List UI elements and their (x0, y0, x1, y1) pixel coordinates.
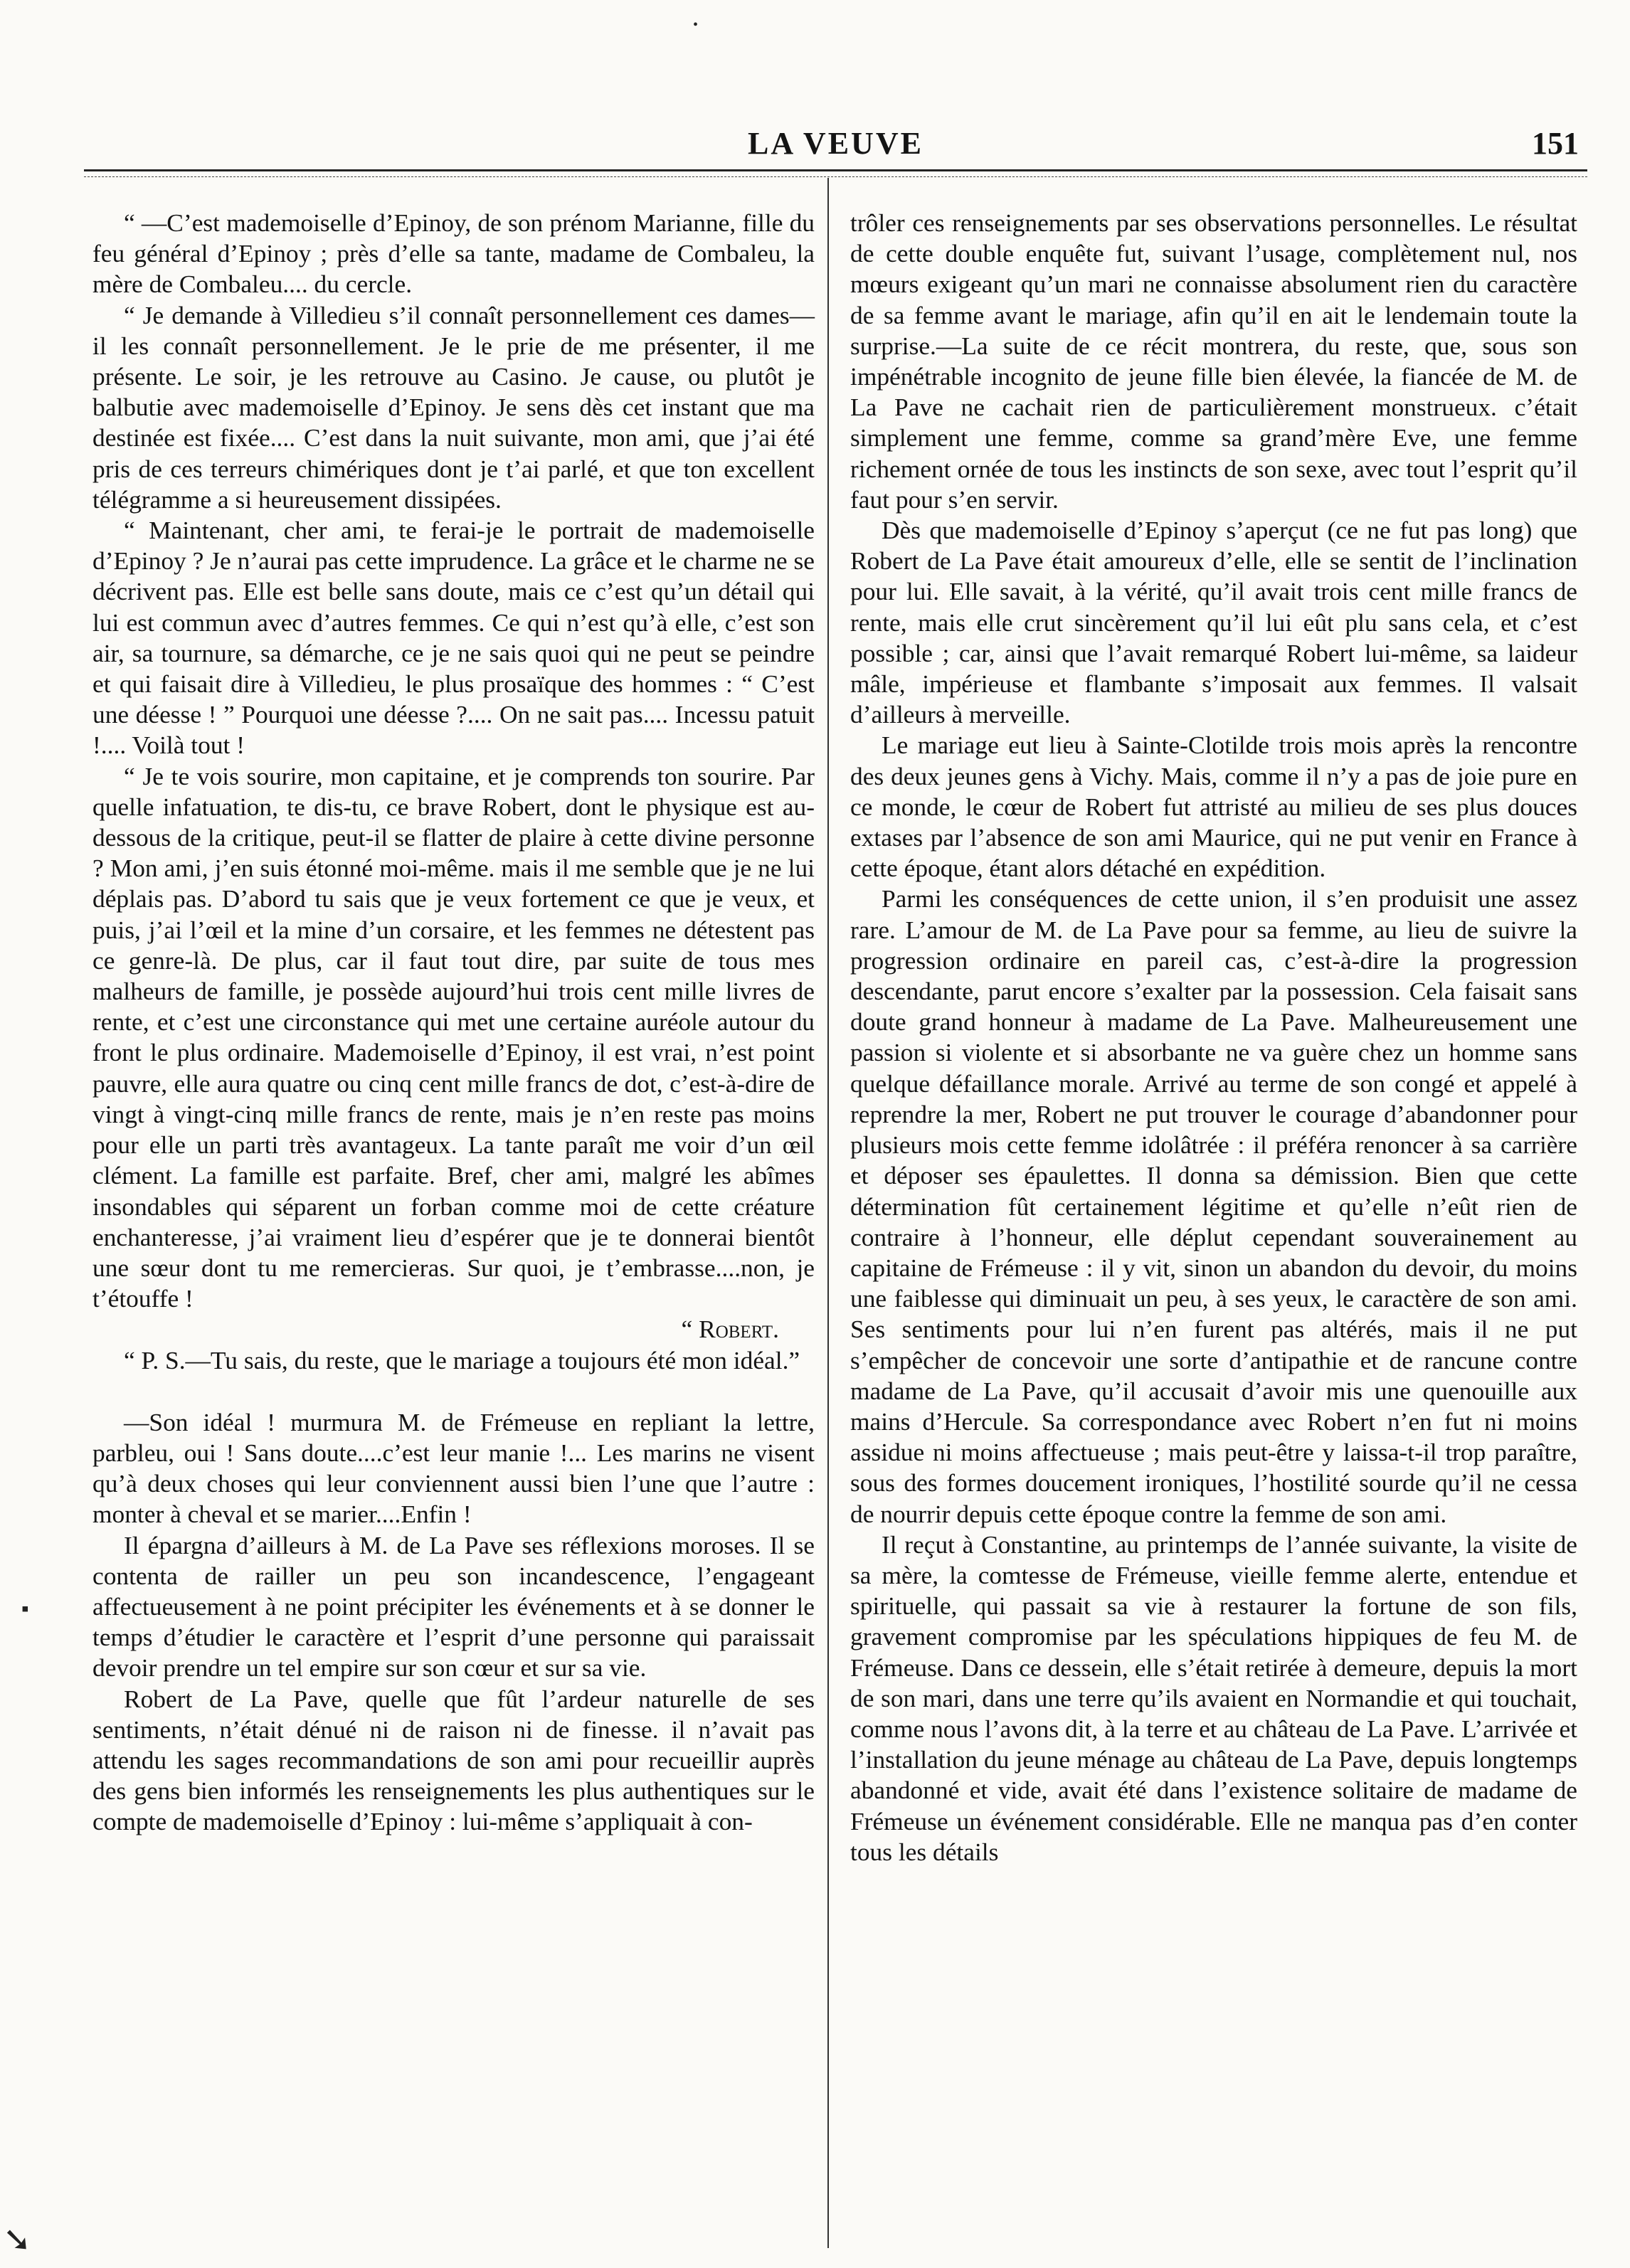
signature: “ Robert. (681, 1315, 779, 1344)
paragraph: “ Je te vois sourire, mon capitaine, et je comprends ton sourire. Par quelle infatuation, te dis-tu, ce brave Robert, dont le physique est au-dessous de la critique, peut-il se flatter de plaire à cette divine personne ? Mon ami, j’en suis étonné moi-même. mais il me semble que je ne lui déplais pas. D’abord tu sais que je veux fortement ce que je veux, et puis, j’ai l’œil et la mine d’un corsaire, et les femmes ne détestent pas ce genre-là. De plus, car il faut tout dire, par suite de tous mes malheurs de famille, je possède aujourd’hui trois cent mille livres de rente, et c’est une circonstance qui met une certaine auréole autour du front le plus ordinaire. Mademoiselle d’Epinoy, il est vrai, n’est point pauvre, elle aura quatre ou cinq cent mille francs de dot, c’est-à-dire de vingt à vingt-cinq mille francs de rente, mais je n’en reste pas moins pour elle un parti très avantageux. La tante paraît me voir d’un œil clément. La famille est parfaite. Bref, cher ami, malgré les abîmes insondables qui séparent un forban comme moi de cette créature enchanteresse, j’ai vraiment lieu d’espérer que je te donnerai bientôt une sœur dont tu me remercieras. Sur quoi, je t’embrasse....non, je t’étouffe ! (92, 761, 815, 1313)
paragraph: Robert de La Pave, quelle que fût l’ardeur naturelle de ses sentiments, n’était dénué ni de raison ni de finesse. il n’avait pas attendu les sages recommandations de son ami pour recueillir auprès des gens bien informés les renseignements les plus authentiques sur le compte de mademoiselle d’Epinoy : lui-même s’appliquait à con- (92, 1684, 815, 1836)
margin-arrow-mark: ➘ (3, 2221, 32, 2259)
paragraph: “ Je demande à Villedieu s’il connaît personnellement ces dames—il les connaît personnellement. Je le prie de me présenter, il me présente. Le soir, je les retrouve au Casino. Je cause, ou plutôt je balbutie avec mademoiselle d’Epinoy. Je sens dès cet instant que ma destinée est fixée.... C’est dans la nuit suivante, mon ami, que j’ai été pris de ces terreurs chimériques dont je t’ai parlé, et que ton excellent télégramme a si heureusement dissipées. (92, 300, 815, 514)
paragraph: “ —C’est mademoiselle d’Epinoy, de son prénom Marianne, fille du feu général d’Epinoy ; près d’elle sa tante, madame de Combaleu, la mère de Combaleu.... du cercle. (92, 208, 815, 299)
header-rule (84, 169, 1587, 171)
margin-mark: ▪ (21, 1597, 29, 1621)
paragraph: Dès que mademoiselle d’Epinoy s’aperçut (ce ne fut pas long) que Robert de La Pave était amoureux d’elle, elle se sentit de l’inclination pour lui. Elle savait, à la vérité, qu’il avait trois cent mille francs de rente, mais elle crut sincèrement qu’il lui eût plu sans cela, et c’est possible ; car, ainsi que l’avait remarqué Robert lui-même, sa laideur mâle, impérieuse et flambante s’imposait aux femmes. Il valsait d’ailleurs à merveille. (850, 516, 1577, 729)
paragraph: trôler ces renseignements par ses observations personnelles. Le résultat de cette double enquête fut, suivant l’usage, complètement nul, nos mœurs exigeant qu’un mari ne connaisse absolument rien du caractère de sa femme avant le mariage, afin qu’il en ait le lendemain toute la surprise.—La suite de ce récit montrera, du reste, que, sous son impénétrable incognito de jeune fille bien élevée, la fiancée de M. de La Pave ne cachait rien de particulièrement monstrueux. c’était simplement une femme, comme sa grand’mère Eve, une femme richement ornée de tous les instincts de son sexe, avec tout l’esprit qu’il faut pour s’en servir. (850, 208, 1577, 514)
paragraph: Il reçut à Constantine, au printemps de l’année suivante, la visite de sa mère, la comtesse de Frémeuse, vieille femme alerte, entendue et spirituelle, qui passait sa vie à restaurer la fortune de son fils, gravement compromise par les spéculations hippiques de feu M. de Frémeuse. Dans ce dessein, elle s’était retirée à demeure, depuis la mort de son mari, dans une terre qu’ils avaient en Normandie et qui touchait, comme nous l’avons dit, à la terre et au château de La Pave. L’arrivée et l’installation du jeune ménage au château de La Pave, depuis longtemps abandonné et vide, avait été dans l’existence solitaire de madame de Frémeuse un événement considérable. Elle ne manqua pas d’en conter tous les détails (850, 1530, 1577, 1866)
left-column (92, 208, 815, 1838)
paragraph: “ Maintenant, cher ami, te ferai-je le portrait de mademoiselle d’Epinoy ? Je n’aurai pas cette imprudence. La grâce et le charme ne se décrivent pas. Elle est belle sans doute, mais ce c’est qu’un détail qui lui est commun avec d’autres femmes. Ce qui n’est qu’à elle, c’est son air, sa tournure, sa démarche, ce je ne sais quoi qui ne peut se peindre et qui faisait dire à Villedieu, le plus prosaïque des hommes : “ C’est une déesse ! ” Pourquoi une déesse ?.... On ne sait pas.... Incessu patuit !.... Voilà tout ! (92, 516, 815, 760)
column-divider (827, 178, 829, 2248)
paragraph: Il épargna d’ailleurs à M. de La Pave ses réflexions moroses. Il se contenta de railler un peu son incandescence, l’engageant affectueusement à ne point précipiter les événements et à se donner le temps d’étudier le caractère et l’esprit d’une personne qui paraissait devoir prendre un tel empire sur son cœur et sur sa vie. (92, 1530, 815, 1683)
right-column (850, 208, 1577, 1867)
page-number: 151 (1532, 126, 1579, 161)
postscript: “ P. S.—Tu sais, du reste, que le mariage a toujours été mon idéal.” (124, 1345, 800, 1374)
running-title: LA VEUVE (748, 126, 924, 161)
running-header (84, 125, 1587, 168)
paragraph: Parmi les conséquences de cette union, il s’en produisit une assez rare. L’amour de M. de La Pave pour sa femme, au lieu de suivre la progression ordinaire en pareil cas, c’est-à-dire la progression descendante, parut encore s’exalter par la possession. Cela faisait sans doute grand honneur à madame de La Pave. Malheureusement une passion si violente et si absorbante ne va guère chez un homme sans quelque défaillance morale. Arrivé au terme de son congé et appelé à reprendre la mer, Robert ne put trouver le courage d’abandonner pour plusieurs mois cette femme idolâtrée : il préféra renoncer à sa carrière et déposer ses épaulettes. Il donna sa démission. Bien que cette détermination fût certainement légitime et qu’elle n’eût rien de contraire à l’honneur, elle déplut cependant souverainement au capitaine de Frémeuse : il y vit, sinon un abandon du devoir, du moins une faiblesse qui diminuait un peu, à ses yeux, le caractère de son ami. Ses sentiments pour lui n’en furent pas altérés, mais il ne put s’empêcher de concevoir une sorte d’antipathie et de rancune contre madame de La Pave, qu’il accusait d’avoir mis une quenouille aux mains d’Hercule. Sa correspondance avec Robert n’en fut ni moins assidue ni moins affectueuse ; mais peut-être y laissa-t-il trop paraître, sous des formes doucement ironiques, l’hostilité sourde qu’il ne cessa de nourrir depuis cette époque contre la femme de son ami. (850, 884, 1577, 1528)
paragraph: —Son idéal ! murmura M. de Frémeuse en repliant la lettre, parbleu, oui ! Sans doute....c’est leur manie !... Les marins ne visent qu’à deux choses qui leur conviennent aussi bien l’une que l’autre : monter à cheval et se marier....Enfin ! (92, 1407, 815, 1529)
paragraph: Le mariage eut lieu à Sainte-Clotilde trois mois après la rencontre des deux jeunes gens à Vichy. Mais, comme il n’y a pas de joie pure en ce monde, le cœur de Robert fut attristé au milieu de ses plus douces extases par l’absence de son ami Maurice, qui ne put venir en France à cette époque, étant alors détaché en expédition. (850, 731, 1577, 883)
header-rule-dashed (84, 176, 1587, 177)
speck-mark: • (693, 17, 699, 33)
